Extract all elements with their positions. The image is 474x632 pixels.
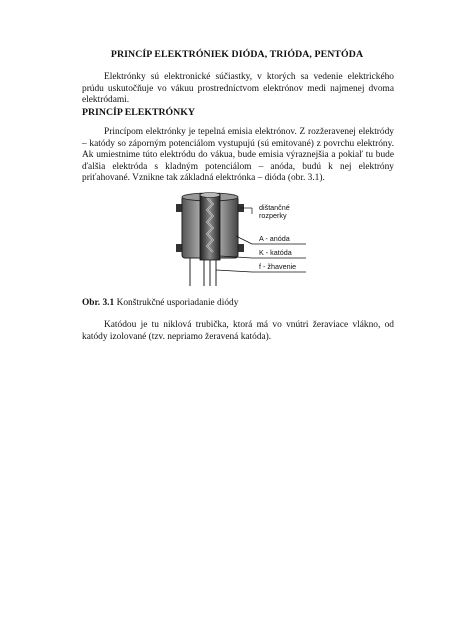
section-heading: PRINCÍP ELEKTRÓNKY [82,107,195,118]
caption-number: Obr. 3.1 [82,298,115,308]
principle-paragraph [82,127,394,185]
label-cathode: K - katóda [259,248,292,257]
cathode-tube [200,194,220,260]
label-heater: f - žhavenie [259,262,297,271]
diode-figure [166,192,316,287]
intro-paragraph [82,72,394,107]
cathode-text: Katódou je tu niklová trubička, ktorá má vo vnútri žeraviace vlákno, od katódy izolované (tzv. nepriamo žeravená katóda). [82,320,394,342]
page-title: PRINCÍP ELEKTRÓNIEK DIÓDA, TRIÓDA, PENTÓDA [110,49,364,60]
diode-construction-drawing [166,192,316,287]
figure-caption [82,298,238,308]
cathode-paragraph [82,320,394,343]
label-anode: A - anóda [259,234,290,243]
principle-text: Princípom elektrónky je tepelná emisia elektrónov. Z rozžeravenej elektródy – katódy so záporným potenciálom vystupujú (sú emitované) z povrchu elektróny. Ak umiestnime túto elektródu do vákua, bude emisia výraznejšia a pokiaľ tu bude ďalšia elektróda s kladným potenciálom – anóda, budú k nej elektróny priťahované. Vznikne tak základná elektrónka – dióda (obr. 3.1). [82,127,394,184]
intro-text: Elektrónky sú elektronické súčiastky, v ktorých sa vedenie elektrického prúdu uskutočňuje vo vákuu prostredníctvom elektrónov medi najmenej dvoma elektródami. [82,72,394,106]
label-spacers: dištančné rozperky [259,203,290,220]
caption-text: Konštrukčné usporiadanie diódy [114,298,239,308]
